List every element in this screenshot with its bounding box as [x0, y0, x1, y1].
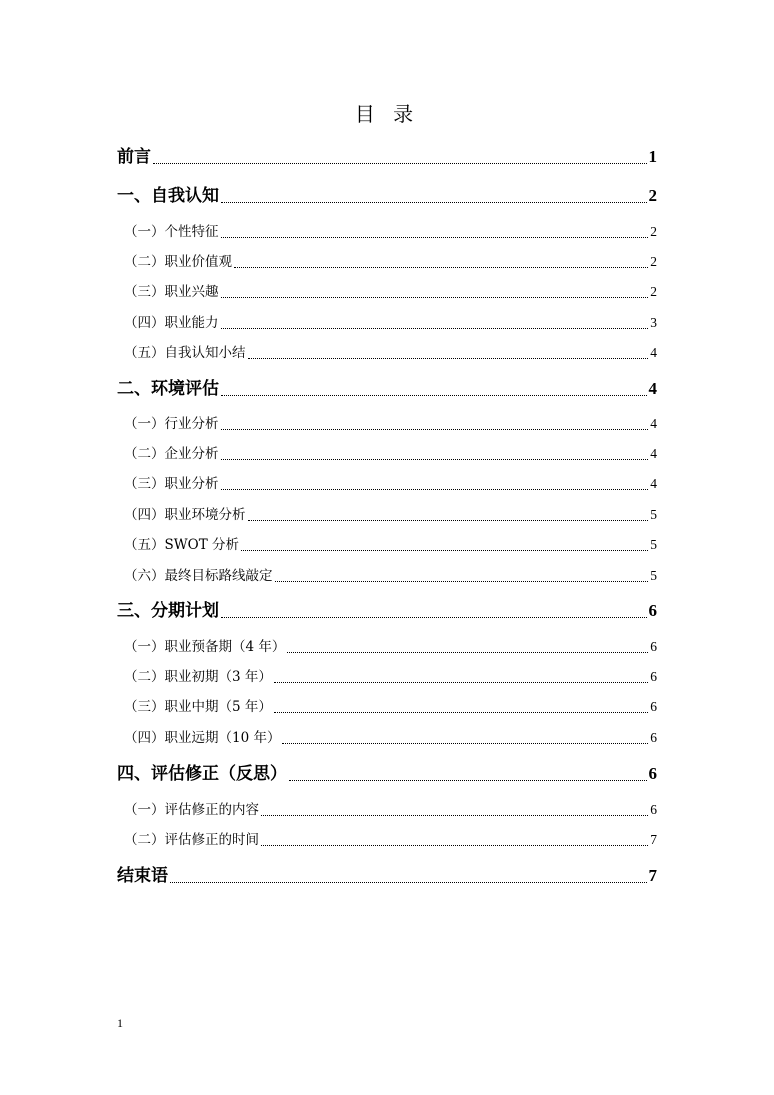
dot-leader [221, 237, 649, 238]
toc-entry-page: 3 [650, 315, 657, 330]
toc-entry-page: 6 [650, 730, 657, 745]
dot-leader [221, 489, 649, 490]
toc-entry-label: （六）最终目标路线敲定 [124, 568, 273, 584]
toc-entry[interactable] [117, 762, 657, 786]
toc-entry-label: （三）职业兴趣 [124, 284, 219, 300]
toc-entry[interactable] [124, 728, 657, 748]
footer-page-number: 1 [117, 1016, 123, 1030]
toc-entry-page: 4 [650, 345, 657, 360]
toc-entry-page: 4 [648, 379, 657, 398]
toc-entry-label: （五）SWOT 分析 [124, 537, 239, 553]
toc-entry-label: （一）评估修正的内容 [124, 802, 259, 818]
toc-entry-page: 1 [648, 147, 657, 166]
toc-entry[interactable] [124, 667, 657, 687]
toc-entry[interactable] [124, 343, 657, 363]
toc-entry-page: 4 [650, 476, 657, 491]
toc-entry-page: 2 [650, 224, 657, 239]
dot-leader [153, 163, 647, 164]
dot-leader [275, 581, 649, 582]
toc-entry-page: 5 [650, 507, 657, 522]
toc-title: 目 录 [354, 102, 420, 126]
dot-leader [221, 429, 649, 430]
toc-entry-label: （二）职业价值观 [124, 254, 232, 270]
toc-entry-page: 2 [650, 284, 657, 299]
toc-entry-page: 2 [650, 254, 657, 269]
toc-entry[interactable] [117, 377, 657, 401]
toc-entry-label: （三）职业中期（5 年） [124, 699, 272, 715]
dot-leader [248, 520, 649, 521]
toc-entry-label: （二）职业初期（3 年） [124, 669, 272, 685]
dot-leader [248, 358, 649, 359]
toc-entry-page: 5 [650, 537, 657, 552]
toc-entry-label: （四）职业远期（10 年） [124, 730, 281, 746]
toc-entry[interactable] [124, 222, 657, 242]
toc-entry-label: 前言 [117, 147, 151, 167]
toc-entry[interactable] [124, 414, 657, 434]
dot-leader [282, 743, 648, 744]
dot-leader [241, 550, 648, 551]
toc-entry[interactable] [124, 697, 657, 717]
toc-entry[interactable] [117, 599, 657, 623]
toc-entry-page: 6 [650, 802, 657, 817]
toc-entry-page: 7 [648, 866, 657, 885]
toc-entry-label: （一）个性特征 [124, 224, 219, 240]
toc-entry[interactable] [117, 184, 657, 208]
toc-entry[interactable] [124, 535, 657, 555]
toc-entry[interactable] [124, 313, 657, 333]
toc-entry[interactable] [124, 282, 657, 302]
toc-entry-page: 4 [650, 416, 657, 431]
toc-entry-page: 6 [648, 601, 657, 620]
toc-entry-label: 四、评估修正（反思） [117, 764, 287, 784]
toc-entry[interactable] [117, 145, 657, 169]
dot-leader [221, 328, 649, 329]
toc-entry-label: （三）职业分析 [124, 476, 219, 492]
toc-entry[interactable] [124, 505, 657, 525]
toc-entry-page: 7 [650, 832, 657, 847]
toc-entry-page: 4 [650, 446, 657, 461]
toc-entry-page: 6 [650, 669, 657, 684]
dot-leader [221, 459, 649, 460]
dot-leader [261, 815, 648, 816]
toc-entry[interactable] [124, 800, 657, 820]
toc-entry-page: 6 [650, 699, 657, 714]
toc-entry-label: 二、环境评估 [117, 379, 219, 399]
toc-entry-page: 6 [648, 764, 657, 783]
toc-entry-label: （四）职业能力 [124, 315, 219, 331]
toc-entry[interactable] [124, 830, 657, 850]
dot-leader [221, 617, 647, 618]
toc-entry-label: 结束语 [117, 866, 168, 886]
toc-entry-page: 5 [650, 568, 657, 583]
dot-leader [221, 202, 647, 203]
toc-entry-page: 6 [650, 639, 657, 654]
toc-entry-label: （一）职业预备期（4 年） [124, 639, 286, 655]
toc-entry-label: （五）自我认知小结 [124, 345, 246, 361]
toc-entry[interactable] [124, 474, 657, 494]
toc-entry[interactable] [124, 444, 657, 464]
toc-entry-label: （四）职业环境分析 [124, 507, 246, 523]
toc-entry-label: 三、分期计划 [117, 601, 219, 621]
toc-entry-label: （二）企业分析 [124, 446, 219, 462]
dot-leader [234, 267, 648, 268]
toc-entry-page: 2 [648, 186, 657, 205]
dot-leader [221, 395, 647, 396]
toc-entry-label: 一、自我认知 [117, 186, 219, 206]
dot-leader [274, 712, 648, 713]
toc-entry-label: （一）行业分析 [124, 416, 219, 432]
dot-leader [261, 845, 648, 846]
toc-entry[interactable] [124, 252, 657, 272]
toc-entry[interactable] [117, 864, 657, 888]
dot-leader [221, 297, 649, 298]
dot-leader [170, 882, 647, 883]
dot-leader [287, 652, 648, 653]
toc-entry[interactable] [124, 566, 657, 586]
toc-entry[interactable] [124, 637, 657, 657]
dot-leader [289, 780, 647, 781]
toc-entry-label: （二）评估修正的时间 [124, 832, 259, 848]
dot-leader [274, 682, 648, 683]
